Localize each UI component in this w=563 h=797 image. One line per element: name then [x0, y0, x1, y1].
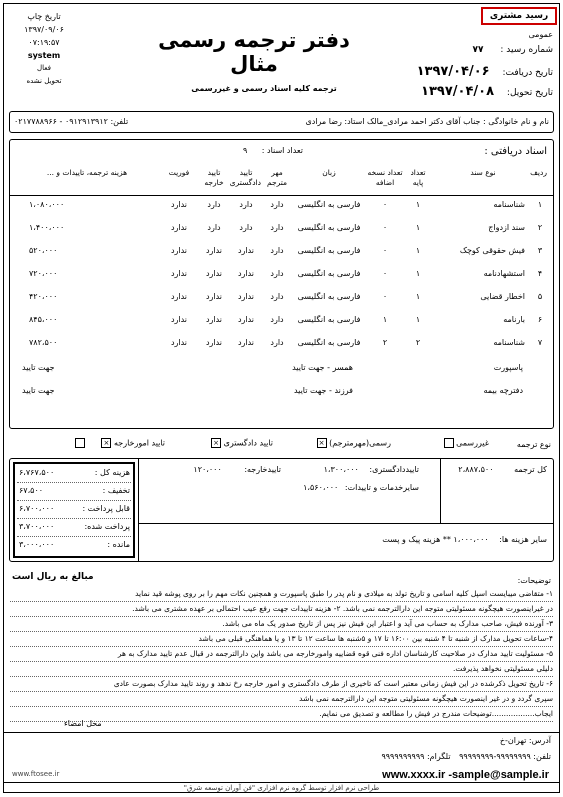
address-value: تهران-خ: [499, 736, 527, 745]
customer-phone: [14, 117, 128, 126]
note-line: ۶- تاریخ تحویل ذکرشده در این فیش زمانی معتبر است که تاخیری از طرف دادگستری و امور خارجه رخ ندهد و روند تایید مدارک بصورت عادی: [113, 679, 553, 688]
column-header-lang: زبان: [322, 168, 336, 177]
sub-row: [10, 386, 553, 408]
summary-value: ۶۷،۵۰۰: [19, 486, 44, 495]
translation-type-label: نوع ترجمه: [516, 440, 551, 449]
receive-date-value: ۱۳۹۷/۰۴/۰۶: [416, 64, 490, 79]
signature-label: محل امضاء: [64, 719, 102, 728]
print-date-label: تاریخ چاپ: [27, 12, 61, 21]
translation-type-row: [12, 438, 551, 454]
summary-label: تخفیف :: [102, 486, 130, 495]
summary-label: قابل پرداخت :: [82, 504, 130, 513]
cell-type: اخطار قضایی: [480, 292, 525, 301]
address-label: آدرس:: [528, 736, 551, 745]
table-row: [10, 246, 553, 268]
cell-base: ۱: [415, 315, 421, 324]
notes-title: توضیحات:: [517, 576, 551, 585]
cell-cost: ۷۸۲،۵۰۰: [29, 338, 58, 347]
cell-court: دارد: [239, 200, 253, 209]
documents-box: [9, 139, 554, 429]
summary-label: پرداخت شده:: [84, 522, 130, 531]
column-header-extra: تعداد نسخه اضافه: [367, 168, 403, 187]
table-row: [10, 315, 553, 337]
status-delivery: تحویل نشده: [26, 77, 62, 85]
extra-checkbox[interactable]: [75, 438, 85, 448]
other-services: [303, 483, 419, 492]
note-line: ۱- متقاضی میبایست اسپل کلیه اسامی و تاریخ تولد به میلادی و نام پدر را طبق پاسپورت و همچنین نکات مهم را بر روی پوشه قید نماید: [135, 589, 553, 598]
cell-stamp: دارد: [270, 200, 284, 209]
cell-urgent: ندارد: [170, 338, 188, 347]
cell-lang: فارسی به انگلیسی: [297, 269, 361, 278]
sub-cell-status: جهت تایید: [22, 386, 55, 395]
summary-label: مانده :: [107, 540, 130, 549]
foreign-checkbox[interactable]: ×: [101, 438, 111, 448]
customer-box: [9, 111, 554, 133]
table-row: [10, 200, 553, 222]
delivery-date-label: تاریخ تحویل:: [506, 88, 553, 98]
column-header-foreign: تایید خارجه: [204, 168, 224, 187]
other-services-label: سایرخدمات و تاییدات:: [344, 483, 419, 492]
cell-extra: ۰: [382, 292, 388, 301]
receive-date: [393, 64, 553, 79]
contact-info: [381, 752, 551, 761]
informal-label: غیررسمی: [456, 438, 489, 448]
currency-note: مبالغ به ریال است: [12, 572, 94, 582]
cell-urgent: ندارد: [170, 200, 188, 209]
phone-label: تلفن:: [533, 752, 551, 761]
cell-urgent: ندارد: [170, 292, 188, 301]
documents-title: اسناد دریافتی :: [484, 146, 547, 157]
customer-name: [305, 117, 549, 126]
delivery-date: [393, 84, 553, 99]
cell-extra: ۰: [382, 200, 388, 209]
documents-count: [243, 146, 303, 155]
cell-foreign: ندارد: [205, 246, 223, 255]
receipt-number-value: ۷۷: [472, 45, 484, 55]
foreign-label: تایید امورخارجه: [113, 438, 165, 448]
summary-value: ۳،۷۰۰،۰۰۰: [19, 522, 55, 531]
credit-url[interactable]: www.ftosee.ir: [12, 770, 60, 778]
cell-idx: ۵: [537, 292, 543, 301]
total-translation: [458, 465, 547, 474]
cell-idx: ۱: [537, 200, 543, 209]
cell-urgent: ندارد: [170, 269, 188, 278]
column-header-idx: ردیف: [530, 168, 547, 177]
delivery-date-value: ۱۳۹۷/۰۴/۰۸: [421, 84, 495, 99]
foreign-total-value: ۱۲۰،۰۰۰: [193, 465, 222, 474]
cell-stamp: دارد: [270, 223, 284, 232]
documents-table-body: [10, 200, 553, 425]
column-header-base: تعداد پایه: [410, 168, 426, 187]
total-translation-value: ۲،۸۸۷،۵۰۰: [458, 465, 494, 474]
cell-foreign: ندارد: [205, 269, 223, 278]
category: عمومی: [528, 30, 553, 39]
summary-box: [13, 462, 135, 558]
court-total-value: ۱،۳۰۰،۰۰۰: [323, 465, 359, 474]
cell-foreign: ندارد: [205, 338, 223, 347]
cell-stamp: دارد: [270, 315, 284, 324]
cell-stamp: دارد: [270, 292, 284, 301]
cell-foreign: ندارد: [205, 292, 223, 301]
cell-lang: فارسی به انگلیسی: [297, 315, 361, 324]
cell-foreign: دارد: [207, 200, 221, 209]
cell-urgent: ندارد: [170, 246, 188, 255]
notes-body: [4, 589, 559, 729]
cell-extra: ۰: [382, 223, 388, 232]
table-row: [10, 292, 553, 314]
note-line: ۴-ساعات تحویل مدارک از شنبه تا ۴ شنبه بین ۱۶:۰۰ تا ۱۷ و ۵شنبه ها ساعت ۱۲ تا ۱۳ و یا هماهنگی قبلی می باشد: [198, 634, 553, 643]
cell-idx: ۲: [537, 223, 543, 232]
page-subtitle: ترجمه کلیه اسناد رسمی و غیررسمی: [191, 84, 337, 93]
other-costs-value: ۱،۰۰۰،۰۰۰ ** هزینه پیک و پست: [382, 535, 489, 544]
cell-lang: فارسی به انگلیسی: [297, 292, 361, 301]
sub-cell-note: همسر - جهت تایید: [292, 363, 353, 372]
receipt-label: رسید مشتری: [481, 7, 557, 25]
cell-stamp: دارد: [270, 269, 284, 278]
documents-count-value: ۹: [242, 146, 248, 155]
other-services-value: ۱،۵۶۰،۰۰۰: [303, 483, 339, 492]
page-title: دفتر ترجمه رسمی مثال: [158, 28, 350, 76]
cell-court: ندارد: [237, 338, 255, 347]
receive-date-label: تاریخ دریافت:: [502, 68, 553, 78]
cell-type: شناسنامه: [493, 200, 525, 209]
official-option[interactable]: [317, 438, 391, 448]
summary-value: ۶،۷۰۰،۰۰۰: [19, 504, 55, 513]
receipt-page: [3, 3, 560, 793]
table-row: [10, 223, 553, 245]
receipt-number: [433, 45, 553, 55]
cell-cost: ۴۲۰،۰۰۰: [29, 292, 58, 301]
customer-name-value: جناب آقای دکتر احمد مرادی_مالک استاد: رضا مرادی: [305, 117, 481, 126]
cell-lang: فارسی به انگلیسی: [297, 338, 361, 347]
documents-table-header: [10, 162, 553, 196]
court-total: [324, 465, 419, 474]
summary-value: ۶،۷۶۷،۵۰۰: [19, 468, 55, 477]
note-line: دلیلی مسئولیتی نخواهد پذیرفت.: [452, 664, 553, 673]
note-line: در غیراینصورت هیچگونه مسئولیتی متوجه این دارالترجمه نمی باشد. ۲- هزینه تاییدات جهت رفع عیب احتمالی بر عهده مشتری می باشد.: [132, 604, 553, 613]
summary-label: هزینه کل :: [94, 468, 130, 477]
cell-extra: ۰: [382, 246, 388, 255]
official-checkbox[interactable]: ×: [317, 438, 327, 448]
court-total-label: تاییددادگستری:: [369, 465, 419, 474]
print-date: ۱۳۹۷/۰۹/۰۶: [24, 25, 64, 34]
system-user: system: [27, 51, 61, 60]
documents-count-label: تعداد اسناد :: [261, 146, 303, 155]
sub-cell-type: پاسپورت: [493, 363, 523, 372]
column-header-cost: هزینه ترجمه، تاییدات و ...: [46, 168, 128, 177]
cell-type: بارنامه: [503, 315, 525, 324]
cell-foreign: ندارد: [205, 315, 223, 324]
address: [500, 736, 551, 745]
status-active: فعال: [37, 64, 51, 72]
cell-stamp: دارد: [270, 246, 284, 255]
informal-checkbox[interactable]: [444, 438, 454, 448]
customer-name-label: نام و نام خانوادگی :: [483, 117, 549, 126]
cell-cost: ۷۲۰،۰۰۰: [29, 269, 58, 278]
customer-phone-label: تلفن:: [110, 117, 129, 126]
other-costs-label: سایر هزینه ها:: [499, 535, 547, 544]
note-line: ایجاب..................توضیحات مندرج در فیش را مطالعه و تصدیق می نمایم.: [319, 709, 553, 718]
official-label: رسمی(مهرمترجم): [329, 438, 391, 448]
court-option[interactable]: [211, 438, 273, 448]
sub-cell-status: جهت تایید: [22, 363, 55, 372]
print-time: ۰۷:۱۹:۵۷: [28, 38, 60, 47]
cell-stamp: دارد: [270, 338, 284, 347]
telegram-label: تلگرام:: [426, 752, 451, 761]
court-checkbox[interactable]: ×: [211, 438, 221, 448]
cell-urgent: ندارد: [170, 223, 188, 232]
cell-idx: ۴: [537, 269, 543, 278]
column-header-court: تایید دادگستری: [229, 168, 261, 187]
cell-extra: ۰: [382, 269, 388, 278]
summary-value: ۳،۰۰۰،۰۰۰: [19, 540, 55, 549]
note-line: ۵- مسئولیت تایید مدارک در صلاحیت کارشناسان اداره فنی قوه قضاییه وامورخارجه می باشد واین دارالترجمه در قبال عدم تایید مدارک به هر: [117, 649, 553, 658]
totals-box: [9, 458, 554, 562]
cell-cost: ۱،۴۰۰،۰۰۰: [29, 223, 65, 232]
column-header-stamp: مهر مترجم: [266, 168, 288, 187]
cell-court: دارد: [239, 223, 253, 232]
note-line: سپری گردد و در غیر اینصورت هیچگونه مسئولیتی متوجه این دارالترجمه نمی باشد: [299, 694, 553, 703]
sub-row: [10, 363, 553, 385]
informal-option[interactable]: [444, 438, 489, 448]
cell-base: ۱: [415, 246, 421, 255]
print-info: [12, 10, 76, 88]
cell-base: ۱: [415, 292, 421, 301]
sub-cell-note: فرزند - جهت تایید: [293, 386, 353, 395]
other-costs: [382, 535, 547, 544]
cell-lang: فارسی به انگلیسی: [297, 223, 361, 232]
cell-type: سند ازدواج: [488, 223, 525, 232]
foreign-total-label: تاییدخارجه:: [244, 465, 281, 474]
cell-base: ۱: [415, 223, 421, 232]
cell-cost: ۸۴۵،۰۰۰: [29, 315, 58, 324]
cell-court: ندارد: [237, 292, 255, 301]
cell-court: ندارد: [237, 246, 255, 255]
telegram-value: ۹۹۹۹۹۹۹۹۹۹: [381, 752, 425, 761]
cell-base: ۲: [415, 338, 421, 347]
cell-extra: ۲: [382, 338, 388, 347]
table-row: [10, 269, 553, 291]
phone-value: ۹۹۹۹۹۹۹۹-۹۹۹۹۹۹۹۹: [459, 752, 531, 761]
court-label: تایید دادگستری: [223, 438, 273, 448]
customer-phone-value: ۰۹۱۲۹۱۳۹۱۲ - ۰۲۱۷۷۸۸۹۶۶: [14, 117, 108, 126]
total-translation-label: کل ترجمه: [514, 465, 547, 474]
column-header-type: نوع سند: [470, 168, 496, 177]
note-line: ۳- آورنده فیش، صاحب مدارک به حساب می آید و اعتبار این فیش نیز پس از تاریخ صدور یک ماه می باشد.: [222, 619, 553, 628]
cell-extra: ۱: [382, 315, 388, 324]
cell-foreign: دارد: [207, 223, 221, 232]
cell-urgent: ندارد: [170, 315, 188, 324]
cell-idx: ۳: [537, 246, 543, 255]
cell-cost: ۵۲۰،۰۰۰: [29, 246, 58, 255]
cell-lang: فارسی به انگلیسی: [297, 200, 361, 209]
column-header-urgent: فوریت: [168, 168, 190, 177]
cell-idx: ۷: [537, 338, 543, 347]
cell-idx: ۶: [537, 315, 543, 324]
cell-cost: ۱،۰۸۰،۰۰۰: [29, 200, 65, 209]
website-email[interactable]: www.xxxx.ir -sample@sample.ir: [382, 769, 549, 781]
cell-court: ندارد: [237, 315, 255, 324]
cell-base: ۱: [415, 200, 421, 209]
cell-base: ۱: [415, 269, 421, 278]
foreign-total: [193, 465, 281, 474]
foreign-option[interactable]: [75, 438, 165, 448]
sub-cell-type: دفترچه بیمه: [483, 386, 523, 395]
receipt-number-label: شماره رسید :: [500, 45, 553, 55]
cell-type: فیش حقوقی کوچک: [459, 246, 525, 255]
cell-type: استشهادنامه: [483, 269, 525, 278]
cell-type: شناسنامه: [493, 338, 525, 347]
cell-lang: فارسی به انگلیسی: [297, 246, 361, 255]
cell-court: ندارد: [237, 269, 255, 278]
credit-text: طراحی نرم افزار توسط گروه نرم افزاری "فن آوران توسعه شرق": [183, 784, 380, 792]
table-row: [10, 338, 553, 360]
